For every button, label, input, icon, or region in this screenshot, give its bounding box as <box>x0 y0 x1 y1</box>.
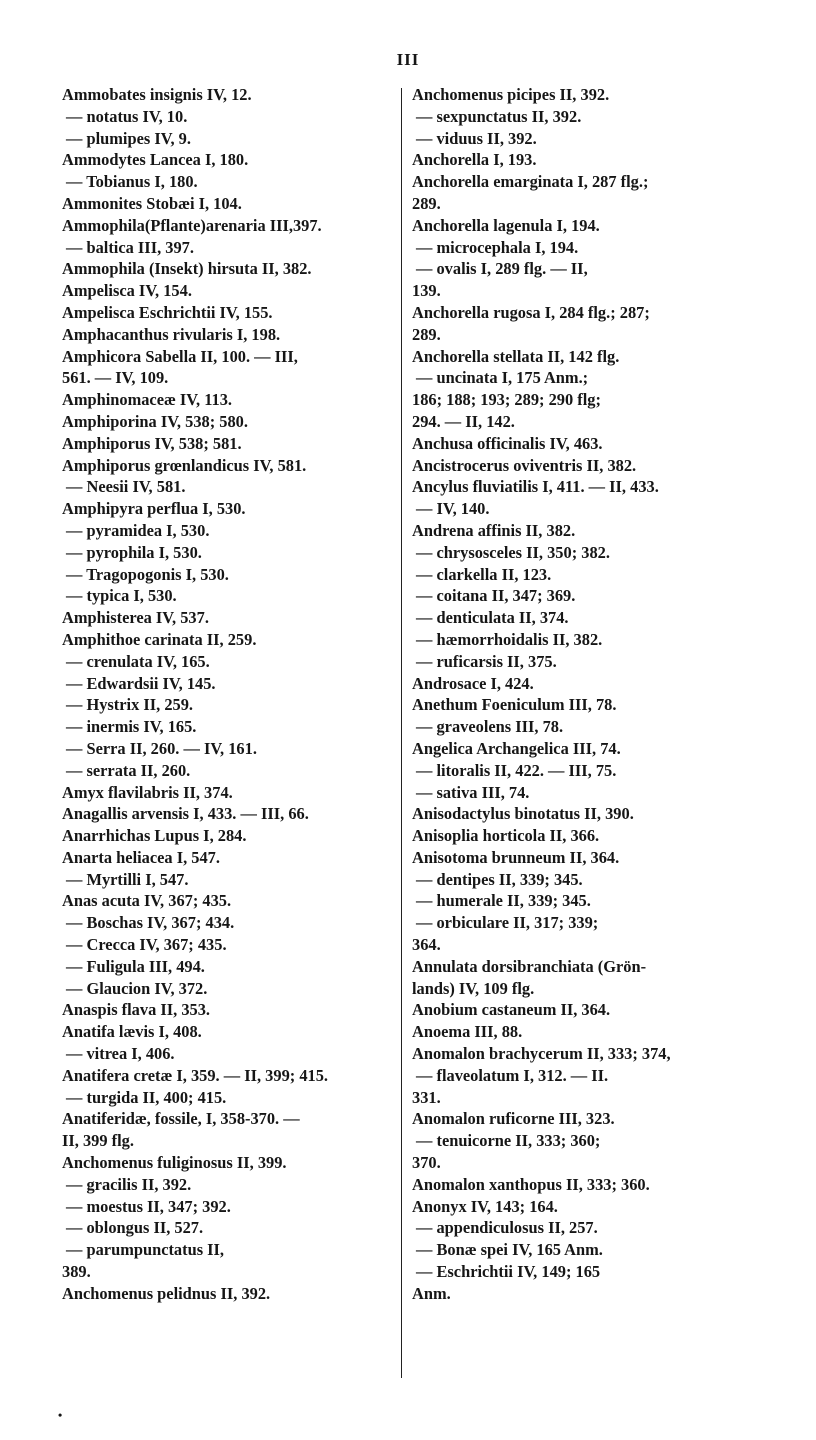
index-entry: Anchorella rugosa I, 284 flg.; 287; <box>412 302 650 322</box>
index-entry: Anchorella lagenula I, 194. <box>412 215 600 235</box>
index-column-right <box>412 84 764 1305</box>
index-entry: — humerale II, 339; 345. <box>416 891 591 911</box>
index-entry: — Neesii IV, 581. <box>66 477 186 497</box>
index-entry: Anisotoma brunneum II, 364. <box>412 847 620 867</box>
index-entry: Ammophila (Insekt) hirsuta II, 382. <box>62 259 312 279</box>
index-entry: Anethum Foeniculum III, 78. <box>412 695 617 715</box>
index-entry: — microcephala I, 194. <box>416 237 579 257</box>
index-entry: Amphiporus IV, 538; 581. <box>62 433 242 453</box>
index-entry: — Fuligula III, 494. <box>66 956 205 976</box>
index-entry: Anarta heliacea I, 547. <box>62 847 220 867</box>
index-entry: — uncinata I, 175 Anm.; <box>416 368 589 388</box>
index-entry: — plumipes IV, 9. <box>66 128 191 148</box>
index-entry: — gracilis II, 392. <box>66 1174 192 1194</box>
index-entry: Ampelisca Eschrichtii IV, 155. <box>62 302 273 322</box>
index-entry: — pyrophila I, 530. <box>66 542 202 562</box>
index-entry: — flaveolatum I, 312. — II. <box>416 1065 609 1085</box>
index-entry: — Crecca IV, 367; 435. <box>66 935 227 955</box>
index-entry: — parumpunctatus II, <box>66 1240 225 1260</box>
index-entry: — Hystrix II, 259. <box>66 695 194 715</box>
index-entry: — chrysosceles II, 350; 382. <box>416 542 610 562</box>
index-entry: 289. <box>412 193 441 213</box>
index-entry: Andrena affinis II, 382. <box>412 520 576 540</box>
index-entry: — hæmorrhoidalis II, 382. <box>416 629 603 649</box>
index-entry: 331. <box>412 1087 441 1107</box>
index-entry: Annulata dorsibranchiata (Grön- <box>412 956 647 976</box>
index-entry: 186; 188; 193; 289; 290 flg; <box>412 390 601 410</box>
index-entry: Anaspis flava II, 353. <box>62 1000 211 1020</box>
index-entry: Amphiporus grœnlandicus IV, 581. <box>62 455 307 475</box>
page-number: III <box>396 50 420 69</box>
index-entry: Anagallis arvensis I, 433. — III, 66. <box>62 804 309 824</box>
index-entry: Ancistrocerus oviventris II, 382. <box>412 455 637 475</box>
index-entry: — notatus IV, 10. <box>66 106 188 126</box>
index-entry: — viduus II, 392. <box>416 128 537 148</box>
index-entry: — dentipes II, 339; 345. <box>416 869 583 889</box>
index-entry: — orbiculare II, 317; 339; <box>416 913 599 933</box>
index-entry: Anonyx IV, 143; 164. <box>412 1196 558 1216</box>
index-column-left <box>62 84 412 1305</box>
index-entry: II, 399 flg. <box>62 1131 134 1151</box>
index-entry: — Glaucion IV, 372. <box>66 978 208 998</box>
index-entry: — turgida II, 400; 415. <box>66 1087 227 1107</box>
index-entry: Angelica Archangelica III, 74. <box>412 738 621 758</box>
index-entry: Anobium castaneum II, 364. <box>412 1000 611 1020</box>
index-entry: — appendiculosus II, 257. <box>416 1218 598 1238</box>
index-entry: — sexpunctatus II, 392. <box>416 106 582 126</box>
index-entry: — typica I, 530. <box>66 586 177 606</box>
index-entry: Anarrhichas Lupus I, 284. <box>62 826 247 846</box>
index-entry: Ammophila(Pflante)arenaria III,397. <box>62 215 322 235</box>
index-entry: — moestus II, 347; 392. <box>66 1196 231 1216</box>
index-entry: Amphisterea IV, 537. <box>62 608 209 628</box>
index-entry: lands) IV, 109 flg. <box>412 978 535 998</box>
index-entry: — sativa III, 74. <box>416 782 530 802</box>
index-entry: — litoralis II, 422. — III, 75. <box>416 760 617 780</box>
index-entry: — Edwardsii IV, 145. <box>66 673 216 693</box>
index-entry: Amphiporina IV, 538; 580. <box>62 411 248 431</box>
index-entry: Anas acuta IV, 367; 435. <box>62 891 232 911</box>
index-entry: — Bonæ spei IV, 165 Anm. <box>416 1240 603 1260</box>
index-entry: 139. <box>412 281 441 301</box>
index-entry: Amphithoe carinata II, 259. <box>62 629 257 649</box>
index-entry: Anchorella stellata II, 142 flg. <box>412 346 620 366</box>
index-entry: — Tragopogonis I, 530. <box>66 564 229 584</box>
index-entry: — clarkella II, 123. <box>416 564 552 584</box>
index-entry: — Serra II, 260. — IV, 161. <box>66 738 257 758</box>
index-entry: 389. <box>62 1262 91 1282</box>
index-entry: 561. — IV, 109. <box>62 368 169 388</box>
index-entry: — denticulata II, 374. <box>416 608 569 628</box>
index-entry: Amphicora Sabella II, 100. — III, <box>62 346 298 366</box>
index-entry: Amyx flavilabris II, 374. <box>62 782 233 802</box>
index-entry: Anisodactylus binotatus II, 390. <box>412 804 634 824</box>
index-entry: — Eschrichtii IV, 149; 165 <box>416 1262 601 1282</box>
index-entry: Ammodytes Lancea I, 180. <box>62 150 249 170</box>
column-divider <box>401 88 402 1378</box>
index-entry: — vitrea I, 406. <box>66 1044 175 1064</box>
index-entry: Anchorella I, 193. <box>412 150 537 170</box>
index-entry: — ovalis I, 289 flg. — II, <box>416 259 588 279</box>
index-entry: Anomalon xanthopus II, 333; 360. <box>412 1174 650 1194</box>
index-entry: 294. — II, 142. <box>412 411 515 431</box>
index-entry: Ammobates insignis IV, 12. <box>62 85 252 104</box>
index-entry: Amphipyra perflua I, 530. <box>62 499 246 519</box>
index-entry: — ruficarsis II, 375. <box>416 651 557 671</box>
index-entry: Anchorella emarginata I, 287 flg.; <box>412 172 649 192</box>
index-entry: 289. <box>412 324 441 344</box>
footer-mark: • <box>58 1408 63 1422</box>
index-entry: — tenuicorne II, 333; 360; <box>416 1131 601 1151</box>
index-entry: 364. <box>412 935 441 955</box>
index-entry: Anchomenus fuliginosus II, 399. <box>62 1153 287 1173</box>
index-entry: Anomalon ruficorne III, 323. <box>412 1109 615 1129</box>
index-entry: Anchomenus pelidnus II, 392. <box>62 1283 271 1303</box>
index-entry: Amphacanthus rivularis I, 198. <box>62 324 281 344</box>
index-entry: — inermis IV, 165. <box>66 717 197 737</box>
index-entry: — pyramidea I, 530. <box>66 520 210 540</box>
index-entry: Anatifera cretæ I, 359. — II, 399; 415. <box>62 1065 329 1085</box>
index-entry: Ammonites Stobæi I, 104. <box>62 193 242 213</box>
index-entry: Anomalon brachycerum II, 333; 374, <box>412 1044 671 1064</box>
index-entry: — IV, 140. <box>416 499 490 519</box>
index-entry: Ancylus fluviatilis I, 411. — II, 433. <box>412 477 659 497</box>
index-entry: — serrata II, 260. <box>66 760 191 780</box>
index-entry: Anchomenus picipes II, 392. <box>412 85 610 104</box>
index-entry: — Myrtilli I, 547. <box>66 869 189 889</box>
index-entry: — graveolens III, 78. <box>416 717 564 737</box>
index-entry: Ampelisca IV, 154. <box>62 281 192 301</box>
index-entry: Androsace I, 424. <box>412 673 534 693</box>
index-entry: — crenulata IV, 165. <box>66 651 210 671</box>
index-entry: Anoema III, 88. <box>412 1022 523 1042</box>
index-entry: — coitana II, 347; 369. <box>416 586 576 606</box>
index-entry: — baltica III, 397. <box>66 237 194 257</box>
index-entry: Anatiferidæ, fossile, I, 358-370. — <box>62 1109 300 1129</box>
index-entry: Anatifa lævis I, 408. <box>62 1022 202 1042</box>
index-entry: Anisoplia horticola II, 366. <box>412 826 600 846</box>
index-entry: Anm. <box>412 1283 451 1303</box>
index-entry: Amphinomaceæ IV, 113. <box>62 390 232 410</box>
index-entry: — Tobianus I, 180. <box>66 172 198 192</box>
index-entry: — Boschas IV, 367; 434. <box>66 913 235 933</box>
index-entry: Anchusa officinalis IV, 463. <box>412 433 603 453</box>
index-entry: — oblongus II, 527. <box>66 1218 204 1238</box>
index-entry: 370. <box>412 1153 441 1173</box>
